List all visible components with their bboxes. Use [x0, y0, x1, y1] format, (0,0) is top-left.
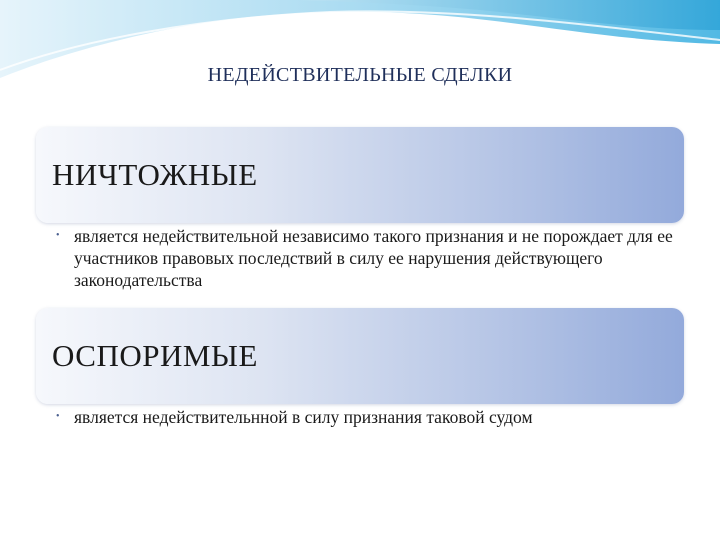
bullet-text-voidable: является недействительнной в силу признания таковой судом	[74, 407, 533, 427]
slide-title: НЕДЕЙСТВИТЕЛЬНЫЕ СДЕЛКИ	[207, 64, 513, 86]
bullet-icon: •	[56, 230, 60, 241]
bullet-item-void	[56, 225, 676, 291]
section-header-voidable	[36, 308, 684, 404]
bullet-icon: •	[56, 411, 60, 422]
section-title-voidable: ОСПОРИМЫЕ	[52, 338, 258, 373]
section-title-void: НИЧТОЖНЫЕ	[52, 157, 258, 192]
bullet-item-voidable	[56, 406, 676, 428]
bullet-text-void: является недействительной независимо такого признания и не порождает для ее участников правовых последствий в силу ее нарушения действующего законодательства	[74, 226, 673, 290]
section-header-void	[36, 127, 684, 223]
